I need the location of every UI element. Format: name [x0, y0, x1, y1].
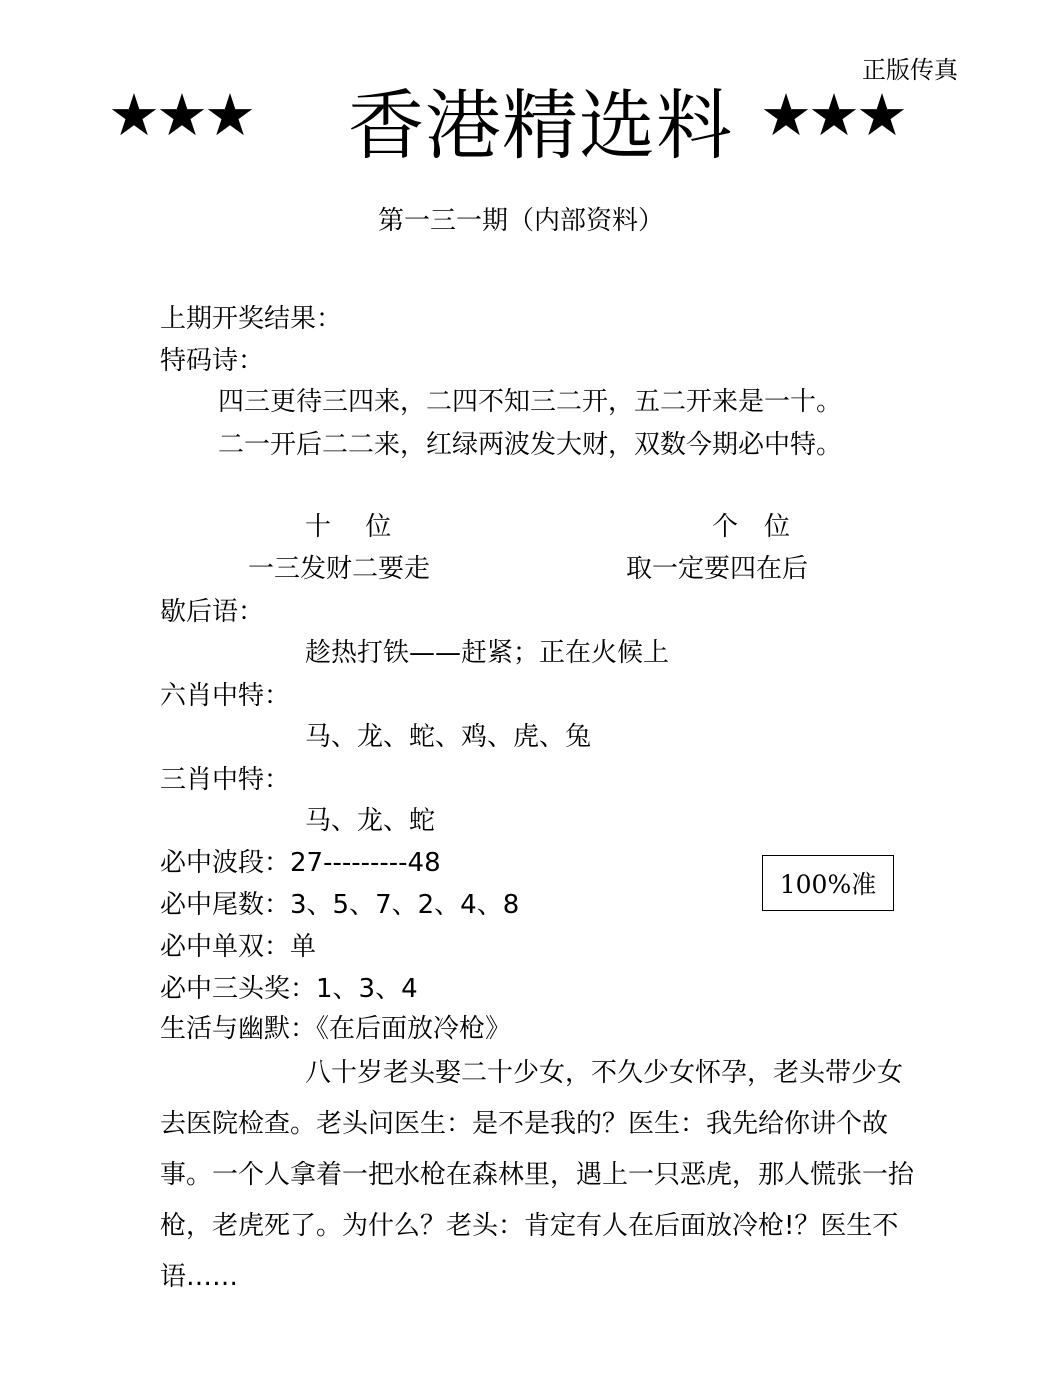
accuracy-badge: 100%准: [762, 855, 894, 911]
poem-label: 特码诗：: [160, 346, 265, 376]
units-text: 取一定要四在后: [626, 554, 809, 584]
stars-left-icon: ★★★: [108, 81, 252, 149]
last-draw-label: 上期开奖结果：: [160, 304, 343, 334]
corner-label: 正版传真: [862, 56, 958, 84]
page-title: 香港精选料: [348, 81, 733, 170]
xiehouyu-text: 趁热打铁——赶紧；正在火候上: [305, 638, 670, 668]
poem-line-1: 四三更待三四来，二四不知三二开，五二开来是一十。: [218, 387, 843, 417]
tens-text: 一三发财二要走: [248, 554, 431, 584]
story-text: [160, 1048, 920, 1303]
six-zodiac-label: 六肖中特：: [160, 681, 291, 711]
odd-even-line: 必中单双：单: [160, 932, 317, 962]
stars-right-icon: ★★★: [760, 81, 904, 149]
tail-line: 必中尾数：3、5、7、2、4、8: [160, 890, 520, 920]
head-prize-line: 必中三头奖：1、3、4: [160, 974, 418, 1004]
xiehouyu-label: 歇后语：: [160, 597, 265, 627]
humor-title: 生活与幽默：《在后面放冷枪》: [160, 1014, 512, 1044]
poem-line-2: 二一开后二二来，红绿两波发大财，双数今期必中特。: [218, 430, 843, 460]
units-header: 个 位: [712, 512, 791, 542]
band-line: 必中波段：27---------48: [160, 848, 441, 878]
three-zodiac-label: 三肖中特：: [160, 765, 291, 795]
issue-subtitle: 第一三一期（内部资料）: [378, 206, 665, 236]
tens-header: 十 位: [305, 512, 392, 542]
story-paragraph: 八十岁老头娶二十少女，不久少女怀孕，老头带少女去医院检查。老头问医生：是不是我的？医生：我先给你讲个故事。一个人拿着一把水枪在森林里，遇上一只恶虎，那人慌张一抬枪，老虎死了。为什么？老头：肯定有人在后面放冷枪!？医生不语……: [160, 1058, 915, 1292]
three-zodiac-text: 马、龙、蛇: [305, 806, 436, 836]
six-zodiac-text: 马、龙、蛇、鸡、虎、兔: [305, 722, 592, 752]
